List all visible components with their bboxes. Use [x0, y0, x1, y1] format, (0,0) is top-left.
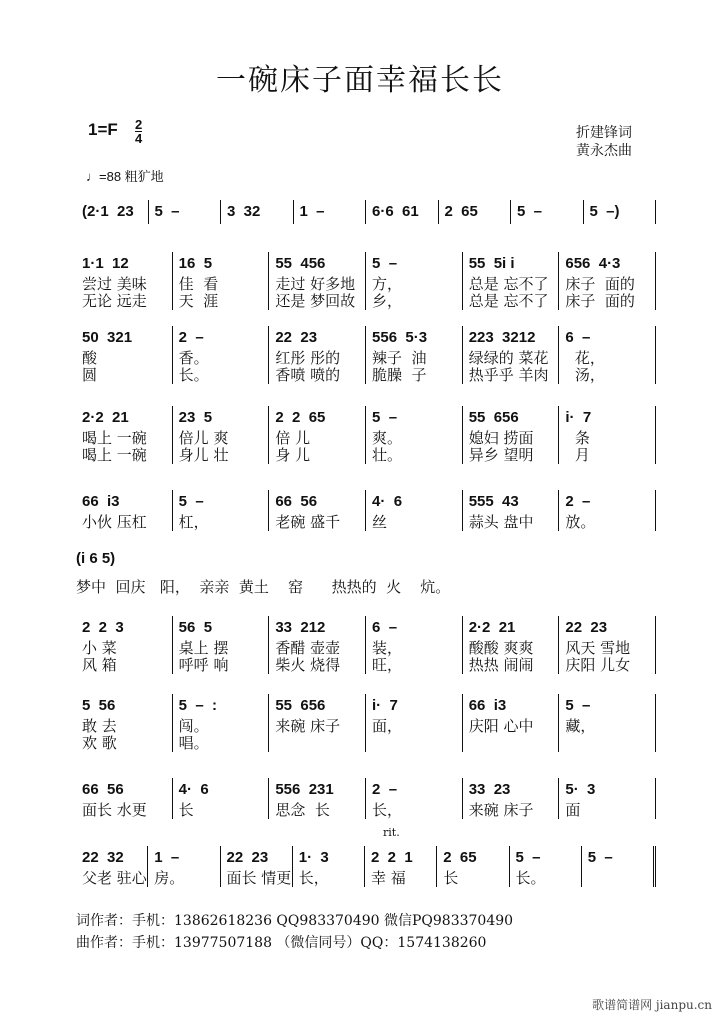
- lyric-verse-1: 思念 长: [275, 801, 330, 819]
- measure-notes: i· 7: [565, 409, 592, 426]
- lyric-verse-2: 天 涯: [178, 292, 219, 310]
- measure-notes: 2 2 65: [275, 409, 326, 426]
- lyric-verse-1: 酸酸 爽爽: [468, 639, 534, 657]
- measure: [173, 406, 270, 464]
- lyric-verse-1: 来碗 床子: [275, 717, 341, 735]
- lyric-verse-1: 小伙 压杠: [82, 513, 147, 531]
- measure-notes: 2·2 21: [468, 619, 516, 636]
- measure: [173, 326, 270, 384]
- measure: [366, 778, 463, 819]
- lyric-verse-1: 幸 福: [371, 869, 406, 887]
- measure-notes: 22 23: [275, 329, 318, 346]
- lyric-verse-2: 香喷 喷的: [275, 366, 341, 384]
- measure: [76, 846, 148, 887]
- lyric-verse-1: 尝过 美味: [82, 275, 147, 293]
- measure-notes: 66 i3: [82, 493, 120, 510]
- measure: [76, 200, 149, 224]
- lyric-verse-1: 丝: [372, 513, 388, 531]
- measure: [559, 326, 656, 384]
- lyric-verse-1: 香。: [178, 349, 209, 367]
- lyric-verse-1: 藏，: [565, 717, 596, 735]
- lyric-verse-2: 还是 梦回故: [275, 292, 356, 310]
- measure-notes: 223 3212: [468, 329, 536, 346]
- lyric-verse-1: [588, 870, 653, 887]
- lyric-verse-1: 放。: [565, 513, 596, 531]
- lyric-verse-1: 方，: [372, 275, 403, 293]
- score-row: [76, 846, 656, 887]
- lyric-verse-1: 装，: [372, 639, 403, 657]
- measure: [463, 490, 560, 531]
- measure: [366, 252, 463, 310]
- lyric-verse-1: 房。: [154, 869, 185, 887]
- key-signature: 1=F: [88, 120, 118, 139]
- lyric-verse-1: 总是 忘不了: [468, 275, 549, 293]
- lyric-verse-1: 倍 儿: [275, 429, 311, 447]
- measure-notes: 22 32: [82, 849, 124, 866]
- ritardando-mark: rit.: [383, 826, 400, 839]
- measure-notes: 555 43: [468, 493, 519, 510]
- lyric-verse-1: 面长 情更: [226, 869, 292, 887]
- measure: [437, 846, 509, 887]
- lyric-verse-1: 小 菜: [82, 639, 117, 657]
- measure-notes: 33 23: [468, 781, 511, 798]
- measure: [293, 846, 365, 887]
- measure: [149, 200, 222, 224]
- lyric-verse-2: 无论 远走: [82, 292, 147, 310]
- measure: [173, 694, 270, 752]
- interlude-notes: (i 6 5): [76, 550, 116, 567]
- measure: [269, 490, 366, 531]
- measure-notes: 5 –: [517, 203, 543, 220]
- measure-notes: 2 65: [443, 849, 477, 866]
- measure: [439, 200, 512, 224]
- time-sig-top: 2: [135, 117, 143, 132]
- measure: [269, 616, 366, 674]
- measure-notes: 56 5: [178, 619, 213, 636]
- measure-notes: 23 5: [178, 409, 213, 426]
- lyric-verse-2: 热热 闹闹: [468, 656, 534, 674]
- lyric-verse-2: 床子 面的: [565, 292, 635, 310]
- measure-notes: 6 –: [372, 619, 398, 636]
- time-signature: [135, 118, 142, 145]
- measure-notes: 5 –): [589, 203, 620, 220]
- measure: [76, 252, 173, 310]
- lyric-verse-1: 喝上 一碗: [82, 429, 147, 447]
- measure-notes: 1·1 12: [82, 255, 129, 272]
- measure-notes: 2 –: [178, 329, 204, 346]
- lyric-verse-2: 异乡 望明: [468, 446, 534, 464]
- measure-notes: 5 –: [515, 849, 541, 866]
- measure: [366, 326, 463, 384]
- lyric-verse-2: 唱。: [178, 734, 209, 752]
- score-row: [76, 778, 656, 819]
- lyric-verse-2: 月: [565, 446, 590, 464]
- measure: [173, 778, 270, 819]
- lyric-verse-2: 汤，: [565, 366, 605, 384]
- lyric-verse-2: [275, 735, 365, 752]
- lyric-verse-1: 风天 雪地: [565, 639, 631, 657]
- measure-notes: 66 56: [82, 781, 124, 798]
- lyric-verse-1: 辣子 油: [372, 349, 427, 367]
- measure: [269, 252, 366, 310]
- measure: [584, 200, 657, 224]
- measure: [559, 694, 656, 752]
- measure: [511, 200, 584, 224]
- lyric-verse-1: 绿绿的 菜花: [468, 349, 549, 367]
- measure: [76, 694, 173, 752]
- lyric-verse-1: 长: [443, 869, 459, 887]
- score-row: [76, 252, 656, 310]
- lyricist-contact: 词作者：手机：13862618236 QQ983370490 微信PQ983370490: [76, 913, 514, 929]
- measure-notes: 5· 3: [565, 781, 596, 798]
- lyric-verse-1: 长: [178, 801, 194, 819]
- measure-notes: 5 –: [565, 697, 591, 714]
- lyric-verse-1: 面，: [372, 717, 403, 735]
- measure: [269, 326, 366, 384]
- lyric-verse-1: 长，: [372, 801, 403, 819]
- lyric-verse-2: 身 儿: [275, 446, 311, 464]
- measure: [366, 490, 463, 531]
- interlude-lyric: 梦中 回庆 阳， 亲亲 黄土 窑 热热的 火 炕。: [76, 578, 451, 596]
- measure: [148, 846, 220, 887]
- measure-notes: 5 –: [154, 203, 180, 220]
- lyric-verse-2: 脆臊 子: [372, 366, 427, 384]
- measure-notes: 22 23: [565, 619, 608, 636]
- lyric-verse-2: 壮。: [372, 446, 403, 464]
- lyric-verse-1: 长。: [515, 869, 546, 887]
- measure-notes: 3 32: [227, 203, 261, 220]
- measure-notes: 5 –: [372, 409, 398, 426]
- measure-notes: 22 23: [226, 849, 269, 866]
- score-row: [76, 326, 656, 384]
- tempo-marking: ♩=88 粗犷地: [86, 169, 164, 184]
- lyricist: 折建锋词: [576, 125, 632, 141]
- lyric-verse-1: 花，: [565, 349, 605, 367]
- measure-notes: 5 –: [372, 255, 398, 272]
- measure-notes: 5 56: [82, 697, 116, 714]
- score-row: [76, 490, 656, 531]
- score-row: [76, 200, 656, 224]
- measure-notes: i· 7: [372, 697, 398, 714]
- measure: [221, 200, 294, 224]
- measure-notes: 2·2 21: [82, 409, 129, 426]
- lyric-verse-2: 喝上 一碗: [82, 446, 147, 464]
- lyric-verse-1: 媳妇 捞面: [468, 429, 534, 447]
- lyric-verse-2: [469, 735, 559, 752]
- measure: [294, 200, 367, 224]
- measure: [173, 490, 270, 531]
- measure-notes: 2 –: [565, 493, 591, 510]
- measure: [463, 694, 560, 752]
- measure: [366, 406, 463, 464]
- measure-notes: 55 5i i: [468, 255, 515, 272]
- score-row: [76, 694, 656, 752]
- lyric-verse-2: 热乎乎 羊肉: [468, 366, 549, 384]
- song-title: 一碗床子面幸福长长: [216, 63, 504, 98]
- measure: [269, 778, 366, 819]
- measure-notes: 2 2 3: [82, 619, 124, 636]
- measure-notes: 6·6 61: [372, 203, 419, 220]
- measure: [559, 490, 656, 531]
- measure: [463, 252, 560, 310]
- lyric-verse-1: 闯。: [178, 717, 209, 735]
- composer-contact: 曲作者：手机：13977507188 （微信同号）QQ：1574138260: [76, 935, 487, 951]
- measure: [173, 252, 270, 310]
- measure: [510, 846, 582, 887]
- lyric-verse-2: 总是 忘不了: [468, 292, 549, 310]
- lyric-verse-1: 香醋 壶壶: [275, 639, 341, 657]
- measure-notes: 2 –: [372, 781, 398, 798]
- lyric-verse-1: 爽。: [372, 429, 403, 447]
- lyric-verse-1: 敢 去: [82, 717, 117, 735]
- measure: [173, 616, 270, 674]
- measure-notes: 66 56: [275, 493, 318, 510]
- lyric-verse-1: 佳 看: [178, 275, 219, 293]
- measure-notes: 5 –: [178, 493, 204, 510]
- measure: [76, 778, 173, 819]
- measure-notes: 4· 6: [178, 781, 209, 798]
- measure: [366, 694, 463, 752]
- lyric-verse-2: 呼呼 响: [178, 656, 229, 674]
- lyric-verse-2: 风 箱: [82, 656, 117, 674]
- measure-notes: 2 65: [444, 203, 478, 220]
- lyric-verse-1: 来碗 床子: [468, 801, 534, 819]
- time-sig-bottom: 4: [135, 131, 143, 146]
- measure: [76, 616, 173, 674]
- measure-notes: 33 212: [275, 619, 326, 636]
- lyric-verse-1: 长，: [298, 869, 329, 887]
- lyric-verse-2: 长。: [178, 366, 209, 384]
- measure: [559, 252, 656, 310]
- measure: [365, 846, 437, 887]
- measure-notes: 5 –: [587, 849, 613, 866]
- measure-notes: 50 321: [82, 329, 133, 346]
- measure: [463, 406, 560, 464]
- measure-notes: (2·1 23: [82, 203, 134, 220]
- lyric-verse-1: 父老 驻心: [82, 869, 147, 887]
- lyric-verse-2: 柴火 烧得: [275, 656, 341, 674]
- lyric-verse-2: [565, 735, 655, 752]
- score-row: [76, 616, 656, 674]
- measure-notes: 656 4·3: [565, 255, 621, 272]
- measure: [559, 616, 656, 674]
- measure: [76, 406, 173, 464]
- lyric-verse-2: 旺，: [372, 656, 403, 674]
- measure-notes: 1 –: [154, 849, 180, 866]
- measure: [559, 406, 656, 464]
- lyric-verse-1: 庆阳 心中: [468, 717, 534, 735]
- measure: [269, 406, 366, 464]
- measure: [582, 846, 656, 887]
- measure: [463, 616, 560, 674]
- lyric-verse-1: 红彤 彤的: [275, 349, 341, 367]
- measure-notes: 1· 3: [298, 849, 329, 866]
- measure-notes: 556 5·3: [372, 329, 428, 346]
- measure: [76, 490, 173, 531]
- measure-notes: 55 656: [275, 697, 326, 714]
- measure: [559, 778, 656, 819]
- composer: 黄永杰曲: [576, 143, 632, 159]
- measure-notes: 556 231: [275, 781, 334, 798]
- measure-notes: 2 2 1: [371, 849, 413, 866]
- lyric-verse-1: 床子 面的: [565, 275, 635, 293]
- lyric-verse-1: 条: [565, 429, 590, 447]
- measure-notes: 55 456: [275, 255, 326, 272]
- measure-notes: 4· 6: [372, 493, 403, 510]
- watermark: 歌谱简谱网 jianpu.cn: [592, 998, 712, 1012]
- lyric-verse-2: 庆阳 儿女: [565, 656, 631, 674]
- lyric-verse-2: 圆: [82, 366, 98, 384]
- measure-notes: 1 –: [299, 203, 325, 220]
- lyric-verse-1: 杠，: [178, 513, 209, 531]
- measure: [221, 846, 293, 887]
- lyric-verse-1: 倍儿 爽: [178, 429, 229, 447]
- lyric-verse-1: 面: [565, 801, 581, 819]
- measure-notes: 55 656: [468, 409, 519, 426]
- lyric-verse-2: 乡，: [372, 292, 403, 310]
- measure: [463, 326, 560, 384]
- lyric-verse-1: 酸: [82, 349, 98, 367]
- score-row: [76, 406, 656, 464]
- lyric-verse-1: 桌上 摆: [178, 639, 229, 657]
- lyric-verse-1: 面长 水更: [82, 801, 147, 819]
- lyric-verse-2: [372, 735, 462, 752]
- measure-notes: 5 – :: [178, 697, 218, 714]
- measure-notes: 16 5: [178, 255, 213, 272]
- measure: [269, 694, 366, 752]
- measure: [76, 326, 173, 384]
- lyric-verse-1: 老碗 盛千: [275, 513, 341, 531]
- measure-notes: 66 i3: [468, 697, 507, 714]
- measure: [463, 778, 560, 819]
- lyric-verse-1: 走过 好多地: [275, 275, 356, 293]
- lyric-verse-1: 蒜头 盘中: [468, 513, 534, 531]
- measure-notes: 6 –: [565, 329, 591, 346]
- measure: [366, 616, 463, 674]
- lyric-verse-2: 身儿 壮: [178, 446, 229, 464]
- measure: [366, 200, 439, 224]
- lyric-verse-2: 欢 歌: [82, 734, 117, 752]
